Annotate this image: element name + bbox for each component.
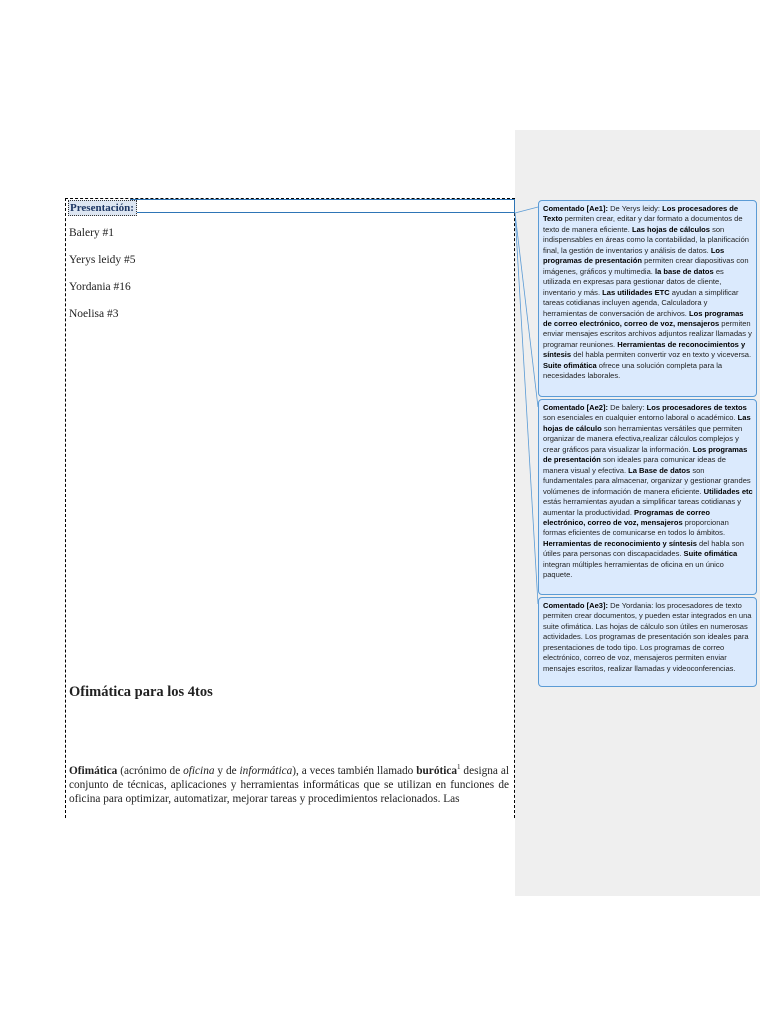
comment-text: permiten enviar mensajes escritos archivos adjuntos realizar llamadas y programar reuniones. [543,318,752,349]
comment-text: De Yordania: los procesadores de texto permiten crear documentos, y pueden estar integrados en una suite ofimática. Las hojas de cálculo son útiles en numerosas actividades. Los programas de presentación son ideales para presentaciones de todo tipo. Los programas de correo electrónico, correo de voz, mensajeros permiten enviar mensajes escritos, realizar llamadas y videoconferencias. [543,601,752,673]
term-bold: burótica [416,765,458,777]
comment-balloon-ae2[interactable] [538,399,757,595]
body-paragraph[interactable] [69,764,509,806]
comment-label: Comentado [Ae2]: [543,403,608,412]
comment-text-bold: Utilidades etc [703,486,753,496]
comment-label: Comentado [Ae1]: [543,204,608,213]
comment-text: son ideales para comunicar ideas de manera visual y efectiva. [543,455,726,475]
term-bold: Ofimática [69,765,118,777]
comment-text-bold: Los programas de presentación [543,245,725,266]
comment-text: son indispensables en áreas como la contabilidad, la planificación final, la gestión de inventarios y análisis de datos. [543,224,749,255]
comment-text: del habla son útiles para personas con discapacidades. [543,538,744,559]
comment-text-bold: Los programas de correo electrónico, correo de voz, mensajeros [543,308,744,328]
comment-text-bold: Las hojas de cálculo [543,413,751,433]
comment-text-bold: Los procesadores de Texto [543,204,739,224]
member-name[interactable]: Yerys leidy #5 [69,254,136,266]
comment-text: del habla permiten convertir voz en texto y viceversa. [571,350,752,360]
member-name[interactable]: Yordania #16 [69,281,131,293]
comment-text-bold: Las hojas de cálculos [631,224,710,234]
comment-text: son esenciales en cualquier entorno laboral o académico. [543,413,738,423]
comment-label: Comentado [Ae3]: [543,601,608,610]
footnote-ref[interactable]: 1 [457,764,461,772]
comment-text-bold: la base de datos [655,266,714,276]
comment-text-bold: Las utilidades ETC [602,287,670,297]
comment-text-bold: Programas de correo electrónico, correo de voz, mensajeros [543,507,710,527]
comment-text: estás herramientas ayudan a simplificar tareas cotidianas y aumentar la productividad. [543,497,741,517]
comment-balloon-ae3[interactable] [538,597,757,687]
document-page[interactable] [65,198,515,818]
comment-text-bold: Los programas de presentación [543,444,748,465]
comment-text-bold: Suite ofimática [683,549,738,559]
member-name[interactable]: Balery #1 [69,227,115,239]
comment-text-bold: Suite ofimática [543,360,597,370]
comment-text: permiten crear diapositivas con imágenes, gráficos y multimedia. [543,256,749,276]
comment-text: De balery: [608,403,647,412]
member-name[interactable]: Noelisa #3 [69,308,119,320]
comment-text: son herramientas versátiles que permiten organizar de manera efectiva,realizar cálculos complejos y crear gráficos para visualizar la información. [543,423,743,454]
comment-text-bold: Herramientas de reconocimientos y síntesis [543,339,746,360]
para-italic: informática [239,765,293,777]
comment-text-bold: Herramientas de reconocimiento y síntesis [543,538,697,548]
comment-text-bold: Los procesadores de textos [646,403,747,412]
para-text: (acrónimo de [117,765,184,777]
comment-text: integran múltiples herramientas de oficina en un único paquete. [543,559,724,580]
comment-text: De Yerys leidy: [608,204,663,213]
comment-text: permiten crear, editar y dar formato a documentos de texto de manera eficiente. [543,214,743,234]
comment-text: ofrece una solución completa para la necesidades laborales. [543,360,723,381]
comment-text-bold: La Base de datos [628,465,691,475]
comment-text: es utilizada en expresas para gestionar datos de cliente, inventario y más. [543,266,724,297]
comment-text: son fundamentales para almacenar, organizar y gestionar grandes volúmenes de información de manera eficiente. [543,465,751,496]
comment-text: ayudan a simplificar tareas cotidianas incluyen agenda, Calculadora y herramientas de conversación de archivos. [543,287,739,318]
document-title[interactable]: Ofimática para los 4tos [69,684,213,700]
para-text: designa al conjunto de técnicas, aplicaciones y herramientas informáticas que se utilizan en funciones de oficina para optimizar, automatizar, mejorar tareas y procedimientos relacionados. Las [69,765,509,805]
comment-balloon-ae1[interactable] [538,200,757,397]
para-italic: oficina [183,765,215,777]
para-text: y de [214,765,240,777]
para-text: ), a veces también llamado [292,765,417,777]
presentation-heading[interactable]: Presentación: [68,200,137,216]
comment-anchor-range [130,199,515,213]
comment-text: proporcionan formas eficientes de comunicarse en todos lo ámbitos. [543,517,729,538]
